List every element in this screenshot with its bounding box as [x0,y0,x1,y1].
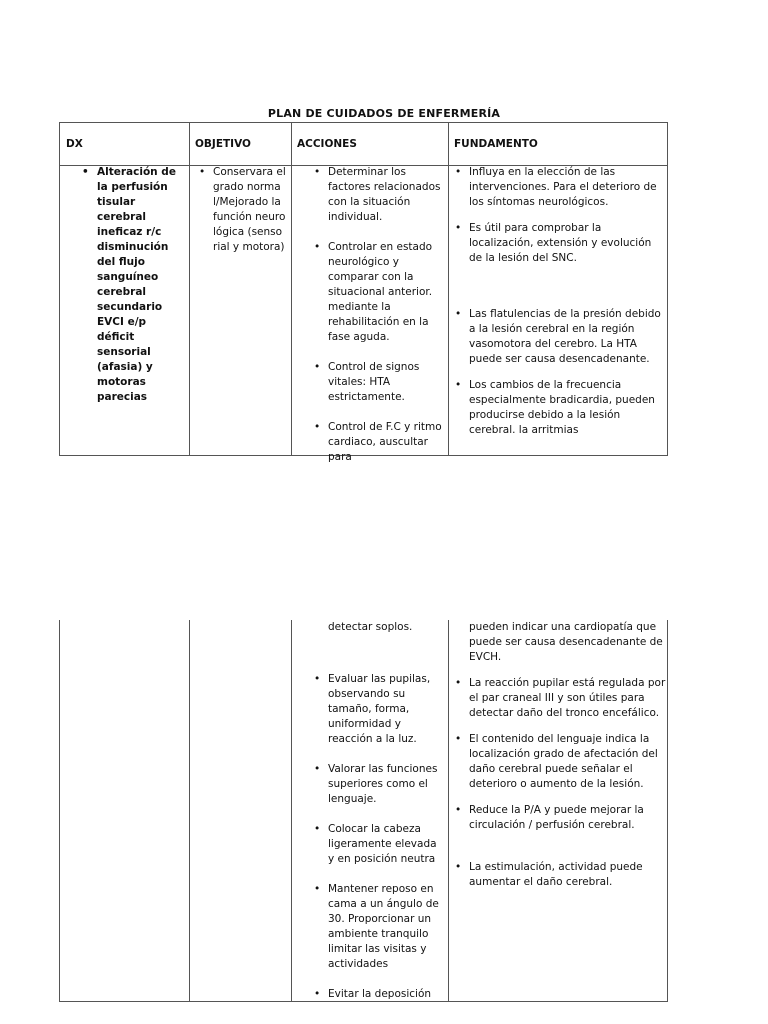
column-divider [189,123,190,455]
rationale-item: • Los cambios de la frecuencia especialmente bradicardia, pueden producirse debido a la lesión cerebral. la arritmias [452,378,666,438]
action-item: • Evaluar las pupilas, observando su tamaño, forma, uniformidad y reacción a la luz. [311,672,443,747]
action-item: • Control de signos vitales: HTA estrictamente. [311,360,443,405]
header-fundamento: FUNDAMENTO [454,138,538,150]
diagnosis-text: • Alteración de la perfusión tisular cerebral ineficaz r/c disminución del flujo sanguíneo cerebral secundario EVCI e/p déficit sensorial (afasia) y motoras parecias [80,165,186,405]
action-item: • Colocar la cabeza ligeramente elevada y en posición neutra [311,822,443,867]
action-item: • Control de F.C y ritmo cardiaco, auscultar para [311,420,443,465]
rationale-item: • Influya en la elección de las intervenciones. Para el deterioro de los síntomas neurológicos. [452,165,666,210]
column-divider [448,620,449,1001]
header-objetivo: OBJETIVO [195,138,251,150]
objetivo-cell [196,165,286,455]
header-acciones: ACCIONES [297,138,357,150]
rationale-item: • La reacción pupilar está regulada por el par craneal III y son útiles para detectar daño del tronco encefálico. [452,676,666,721]
column-divider [448,123,449,455]
acciones-cell-continued [311,620,443,1000]
rationale-item: • Las flatulencias de la presión debido a la lesión cerebral en la región vasomotora del cerebro. La HTA puede ser causa desencadenante. [452,307,666,367]
column-divider [291,123,292,455]
fundamento-cell [452,165,666,455]
document-title: PLAN DE CUIDADOS DE ENFERMERÍA [267,107,501,120]
dx-cell [80,165,186,455]
care-plan-table-page-2 [59,620,668,1002]
rationale-subitem: • Reduce la P/A y puede mejorar la circulación / perfusión cerebral. [452,803,666,833]
acciones-cell [311,165,443,463]
rationale-continuation: pueden indicar una cardiopatía que puede ser causa desencadenante de EVCH. [469,621,663,663]
column-divider [291,620,292,1001]
action-item: • Controlar en estado neurológico y comparar con la situacional anterior. mediante la rehabilitación en la fase aguda. [311,240,443,345]
fundamento-cell-continued [452,620,666,1000]
rationale-subitem: • El contenido del lenguaje indica la localización grado de afectación del daño cerebral puede señalar el deterioro o aumento de la lesión. [452,732,666,792]
care-plan-table-page-1 [59,122,668,463]
objective-text: • Conservara el grado normal/Mejorado la función neurológica (sensorial y motora) [196,165,286,255]
action-item: • Valorar las funciones superiores como el lenguaje. [311,762,443,807]
header-dx: DX [66,138,83,150]
action-item: • Evitar la deposición [311,987,443,1002]
action-item: • Mantener reposo en cama a un ángulo de 30. Proporcionar un ambiente tranquilo limitar las visitas y actividades [311,882,443,972]
rationale-subitem: • La estimulación, actividad puede aumentar el daño cerebral. [452,860,666,890]
action-continuation: detectar soplos. [328,621,413,633]
action-item: • Determinar los factores relacionados con la situación individual. [311,165,443,225]
rationale-item: • Es útil para comprobar la localización, extensión y evolución de la lesión del SNC. [452,221,666,266]
column-divider [189,620,190,1001]
